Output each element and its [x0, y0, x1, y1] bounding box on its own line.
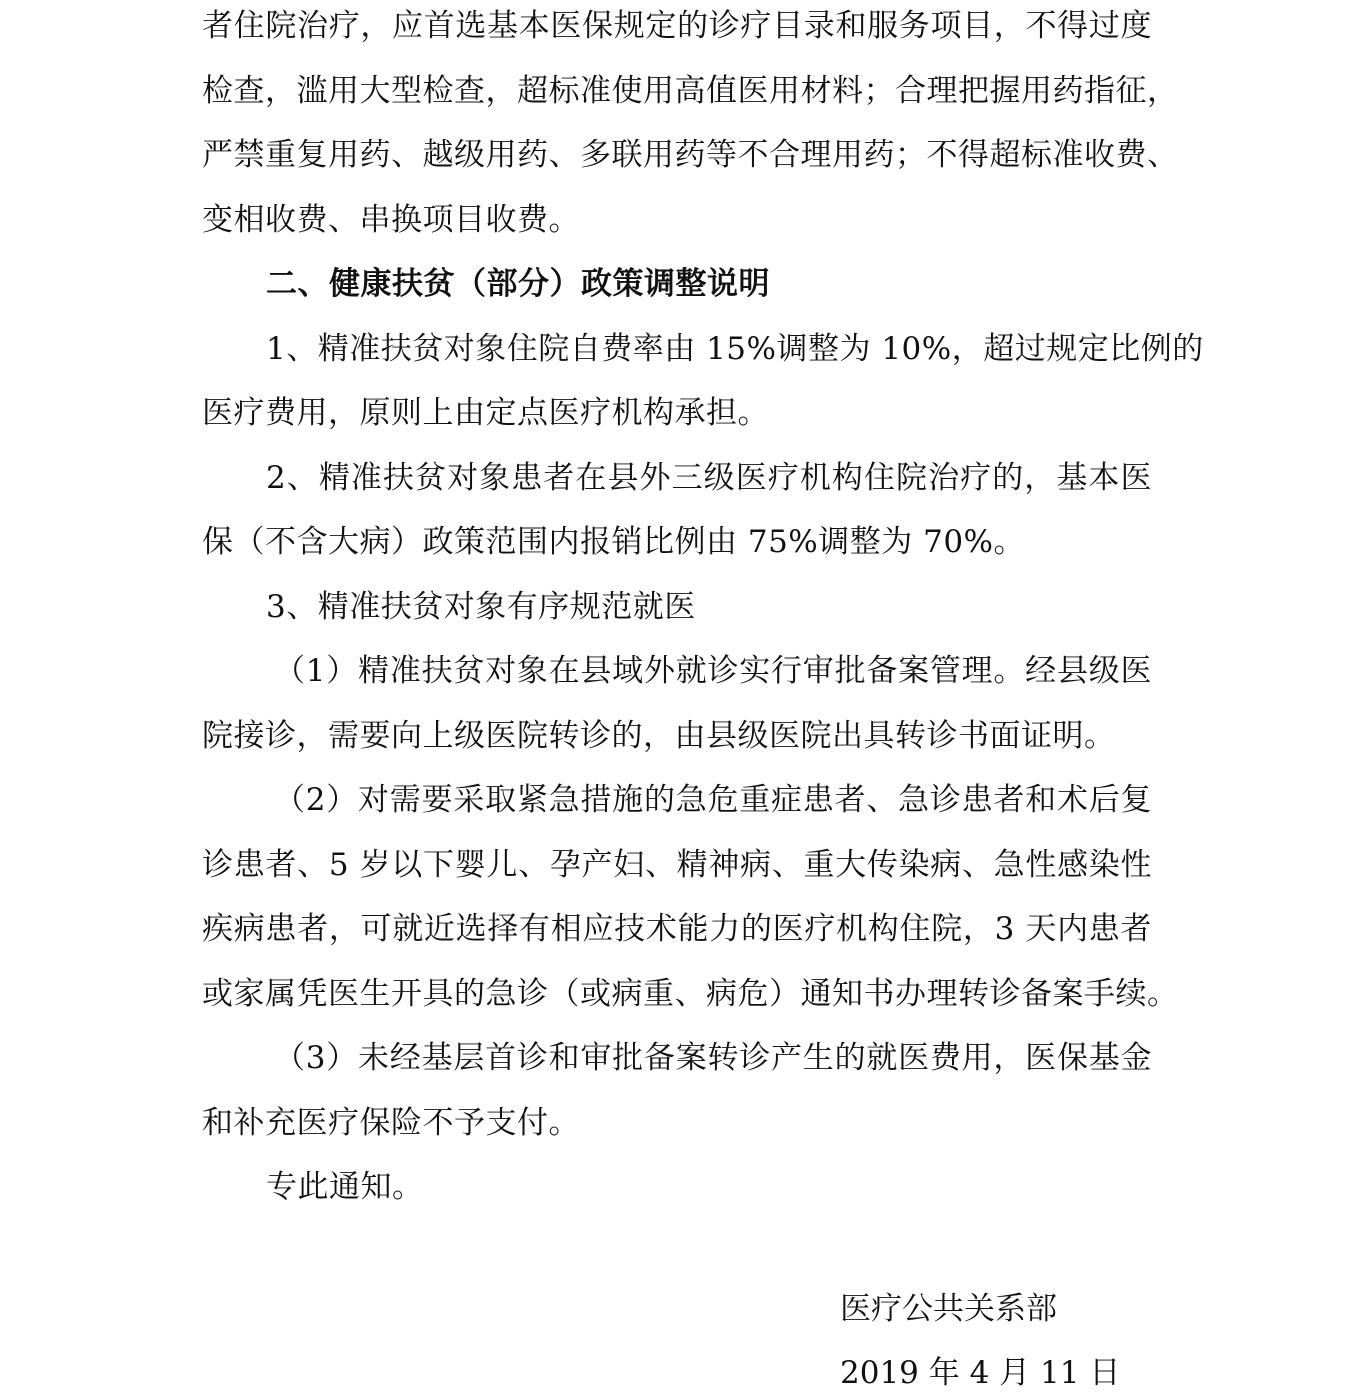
sub-item-1-line: （1）精准扶贫对象在县域外就诊实行审批备案管理。经县级医 — [274, 653, 1152, 689]
paragraph-line: 检查，滥用大型检查，超标准使用高值医用材料；合理把握用药指征， — [202, 72, 1179, 109]
sub-item-1-line: 院接诊，需要向上级医院转诊的，由县级医院出具转诊书面证明。 — [202, 717, 1116, 754]
item-1-line: 医疗费用，原则上由定点医疗机构承担。 — [202, 395, 769, 431]
sub-item-2-line: 或家属凭医生开具的急诊（或病重、病危）通知书办理转诊备案手续。 — [202, 975, 1179, 1012]
item-1-line: 1、精准扶贫对象住院自费率由 15%调整为 10%，超过规定比例的 — [266, 330, 1204, 367]
sub-item-3-line: （3）未经基层首诊和审批备案转诊产生的就医费用，医保基金 — [274, 1040, 1152, 1076]
sub-item-2-line: 诊患者、5 岁以下婴儿、孕产妇、精神病、重大传染病、急性感染性 — [202, 846, 1152, 883]
paragraph-line: 变相收费、串换项目收费。 — [202, 201, 580, 238]
sub-item-2-line: 疾病患者，可就近选择有相应技术能力的医疗机构住院，3 天内患者 — [202, 911, 1152, 947]
document-body — [202, 0, 1204, 1226]
sub-item-3-line: 和补充医疗保险不予支付。 — [202, 1104, 580, 1141]
paragraph-line: 者住院治疗，应首选基本医保规定的诊疗目录和服务项目，不得过度 — [202, 8, 1152, 44]
signature-organization: 医疗公共关系部 — [840, 1291, 1057, 1327]
item-2-line: 保（不含大病）政策范围内报销比例由 75%调整为 70%。 — [202, 524, 1026, 560]
signature-date: 2019 年 4 月 11 日 — [840, 1355, 1121, 1391]
section-heading: 二、健康扶贫（部分）政策调整说明 — [266, 266, 770, 302]
item-2-line: 2、精准扶贫对象患者在县外三级医疗机构住院治疗的，基本医 — [266, 459, 1152, 496]
sub-item-2-line: （2）对需要采取紧急措施的急危重症患者、急诊患者和术后复 — [274, 782, 1152, 818]
paragraph-line: 严禁重复用药、越级用药、多联用药等不合理用药；不得超标准收费、 — [202, 137, 1179, 173]
closing-line: 专此通知。 — [266, 1169, 424, 1205]
item-3-heading: 3、精准扶贫对象有序规范就医 — [266, 588, 696, 625]
